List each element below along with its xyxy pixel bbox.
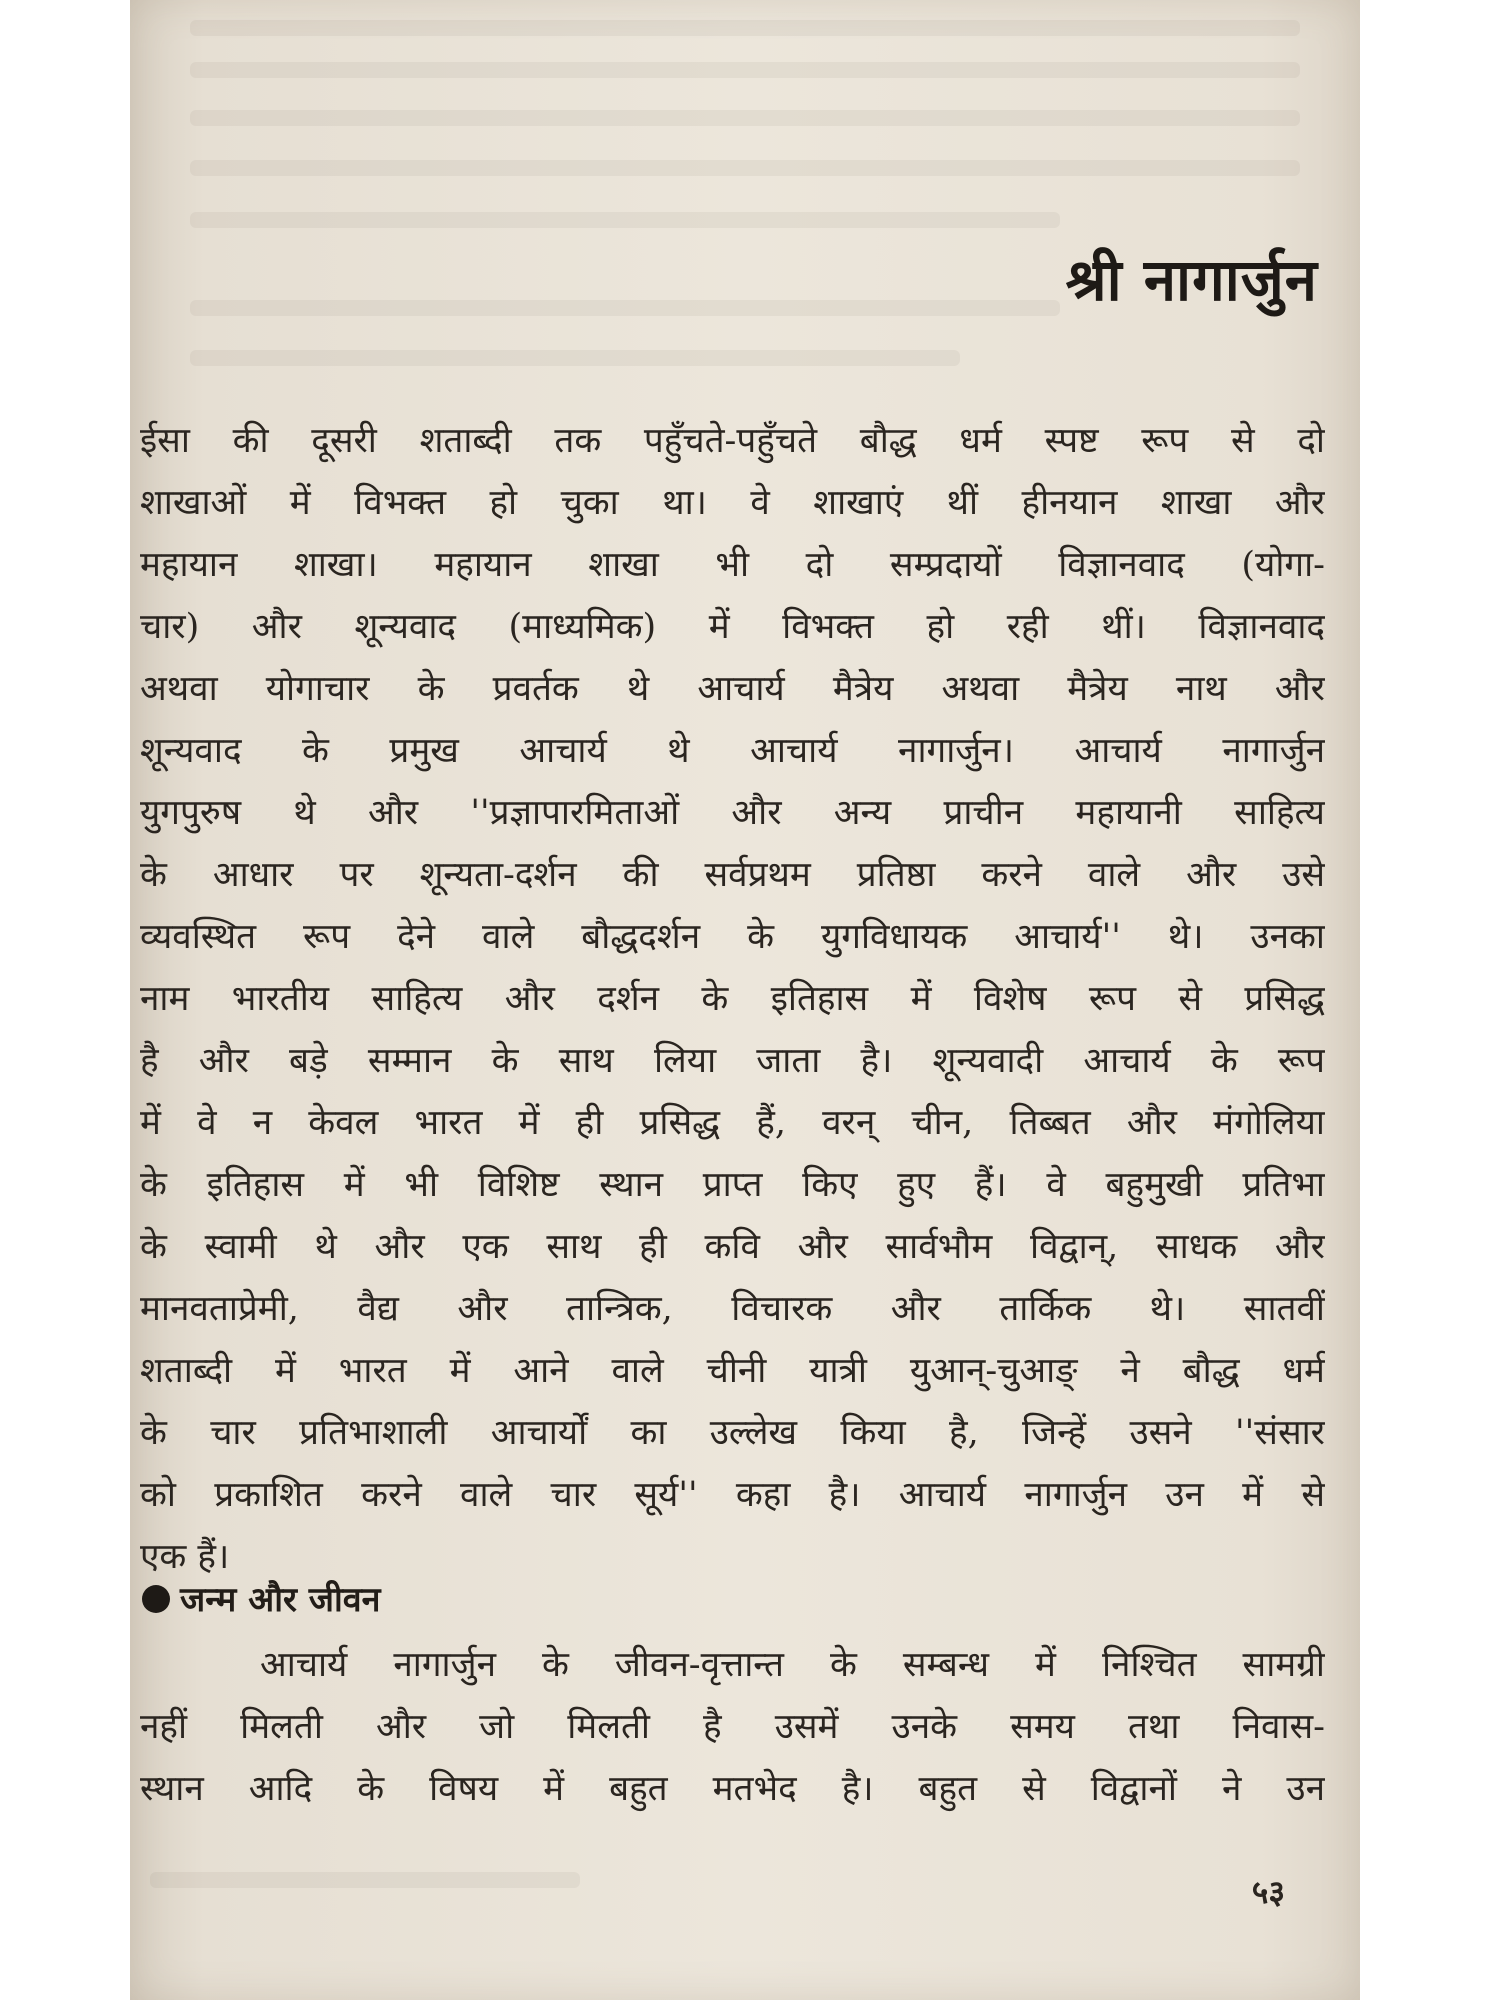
text-line: स्थान आदि के विषय में बहुत मतभेद है। बहुत से विद्वानों ने उन <box>140 1769 1325 1809</box>
section-heading <box>142 1570 381 1630</box>
text-line: शताब्दी में भारत में आने वाले चीनी यात्री युआन्-चुआङ् ने बौद्ध धर्म <box>140 1351 1325 1391</box>
text-line: के इतिहास में भी विशिष्ट स्थान प्राप्त किए हुए हैं। वे बहुमुखी प्रतिभा <box>140 1165 1325 1205</box>
text-line: व्यवस्थित रूप देने वाले बौद्धदर्शन के युगविधायक आचार्य'' थे। उनका <box>140 917 1325 957</box>
paragraph-intro <box>140 410 1325 1588</box>
text-line: आचार्य नागार्जुन के जीवन-वृत्तान्त के सम्बन्ध में निश्चित सामग्री <box>260 1645 1325 1685</box>
paragraph-life <box>140 1634 1325 1820</box>
show-through-line <box>150 1872 580 1888</box>
text-line: शून्यवाद के प्रमुख आचार्य थे आचार्य नागार्जुन। आचार्य नागार्जुन <box>140 731 1325 771</box>
text-line: नाम भारतीय साहित्य और दर्शन के इतिहास में विशेष रूप से प्रसिद्ध <box>140 979 1325 1019</box>
show-through-line <box>190 212 1060 228</box>
text-line: के चार प्रतिभाशाली आचार्यों का उल्लेख किया है, जिन्हें उसने ''संसार <box>140 1413 1325 1453</box>
text-line: ईसा की दूसरी शताब्दी तक पहुँचते-पहुँचते बौद्ध धर्म स्पष्ट रूप से दो <box>140 421 1325 461</box>
section-heading-text: जन्म और जीवन <box>180 1580 381 1620</box>
text-line: नहीं मिलती और जो मिलती है उसमें उनके समय तथा निवास- <box>140 1707 1325 1747</box>
show-through-line <box>190 160 1300 176</box>
text-line: मानवताप्रेमी, वैद्य और तान्त्रिक, विचारक और तार्किक थे। सातवीं <box>140 1289 1325 1329</box>
show-through-line <box>190 300 1060 316</box>
show-through-line <box>190 62 1300 78</box>
show-through-line <box>190 350 960 366</box>
text-line: युगपुरुष थे और ''प्रज्ञापारमिताओं और अन्य प्राचीन महायानी साहित्य <box>140 793 1325 833</box>
text-line: में वे न केवल भारत में ही प्रसिद्ध हैं, वरन् चीन, तिब्बत और मंगोलिया <box>140 1103 1325 1143</box>
bullet-icon <box>142 1585 170 1613</box>
text-line: के स्वामी थे और एक साथ ही कवि और सार्वभौम विद्वान्, साधक और <box>140 1227 1325 1267</box>
text-line: के आधार पर शून्यता-दर्शन की सर्वप्रथम प्रतिष्ठा करने वाले और उसे <box>140 855 1325 895</box>
text-line: को प्रकाशित करने वाले चार सूर्य'' कहा है। आचार्य नागार्जुन उन में से <box>140 1475 1325 1515</box>
text-line: एक हैं। <box>140 1537 230 1577</box>
text-line: चार) और शून्यवाद (माध्यमिक) में विभक्त हो रही थीं। विज्ञानवाद <box>140 607 1325 647</box>
text-line: शाखाओं में विभक्त हो चुका था। वे शाखाएं थीं हीनयान शाखा और <box>140 483 1325 523</box>
book-page <box>130 0 1360 2000</box>
text-line: महायान शाखा। महायान शाखा भी दो सम्प्रदायों विज्ञानवाद (योगा- <box>140 545 1325 585</box>
page-title: श्री नागार्जुन <box>1065 246 1318 314</box>
show-through-line <box>190 20 1300 36</box>
show-through-line <box>190 110 1300 126</box>
text-line: अथवा योगाचार के प्रवर्तक थे आचार्य मैत्रेय अथवा मैत्रेय नाथ और <box>140 669 1325 709</box>
page-number: ५३ <box>1251 1873 1285 1911</box>
text-line: है और बड़े सम्मान के साथ लिया जाता है। शून्यवादी आचार्य के रूप <box>140 1041 1325 1081</box>
